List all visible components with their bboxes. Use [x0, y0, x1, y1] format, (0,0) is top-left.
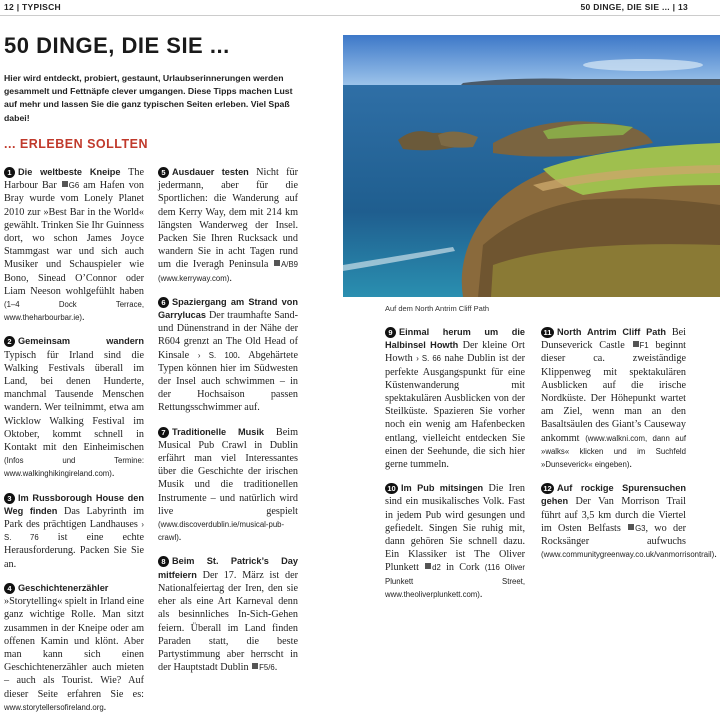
item-number: 1: [4, 167, 15, 178]
item-number: 3: [4, 493, 15, 504]
intro-text: Hier wird entdeckt, probiert, gestaunt, Urlaubserinnerungen werden gesammelt und Fettnäpfe clever umgangen. Diese Tipps machen Lust auf mehr und lassen Sie die ganz typischen Seiten erleben. Viel Spaß dabei!: [4, 73, 293, 123]
list-item: 5 Ausdauer testen Nicht für jedermann, aber für die Sportlichen: die Wanderung auf dem Kerry Way, dem mit 214 km längsten Wanderweg der Insel. Packen Sie Ihren Rucksack und wandern Sie in acht Tagen rund um die Iveragh Peninsula A/B9 (www.kerryway.com).: [158, 167, 298, 284]
item-number: 9: [385, 327, 396, 338]
list-item: 7 Traditionelle Musik Beim Musical Pub Crawl in Dublin erfährt man viel Interessantes über die Geschichte der irischen Musik und die traditionellen Instrumente – und natürlich wird live gespielt (www.discoverdublin.ie/musical-pub-crawl).: [158, 426, 298, 544]
item-link[interactable]: (www.walkni.com, dann auf »walks« klicken und im Suchfeld »Dunseverick« eingeben): [541, 433, 687, 470]
text-column-3: [385, 326, 525, 612]
item-number: 6: [158, 297, 169, 308]
item-number: 11: [541, 327, 554, 338]
list-item: 3 Im Russborough House den Weg finden Das Labyrinth im Park des prächtigen Landhauses › S. 76 ist eine echte Herausforderung. Packen Sie Sie an.: [4, 492, 144, 570]
item-number: 10: [385, 483, 398, 494]
map-square-icon: [252, 663, 258, 669]
item-heading: Im Russborough House den Weg finden: [4, 492, 144, 516]
item-link[interactable]: (www.communitygreenway.co.uk/vanmorrisontrail): [541, 550, 715, 560]
text-column-1: [4, 166, 144, 725]
item-heading: Auf rockige Spurensuchen gehen: [541, 483, 686, 507]
list-item: 1 Die weltbeste Kneipe The Harbour Bar G6 am Hafen von Bray wurde vom Lonely Planet 2010 zur »Best Bar in the World« gewählt. Trinken Sie Ihr Guinness dort, wo schon James Joyce Stammgast war und sich auch Musiker und Schauspieler wie Bono, Sinead O’Connor oder Liam Neeson wohlgefühlt haben (1–4 Dock Terrace, www.theharbourbar.ie).: [4, 167, 144, 324]
list-item: 12 Auf rockige Spurensuchen gehen Der Van Morrison Trail führt auf 3,5 km durch die Viertel im Osten Belfasts G3, wo der Rocksänger aufwuchs (www.communitygreenway.co.uk/vanmorrisontrail).: [541, 483, 717, 561]
item-heading: Geschichtenerzähler: [18, 582, 109, 593]
text-column-2: [158, 166, 298, 685]
photo-caption: Auf dem North Antrim Cliff Path: [385, 304, 490, 313]
list-item: 4 Geschichtenerzähler »Storytelling« spielt in Irland eine ganz wichtige Rolle. Man sitzt zusammen in der Kneipe oder am offenen Kamin und klönt. Aber man kann sich einen Geschichtenerzähler auch mieten – auch als Tourist. Wie? Auf dieser Seite erfahren Sie es: www.storytellersofireland.org.: [4, 582, 144, 713]
item-heading: Einmal herum um die Halbinsel Howth: [385, 327, 525, 351]
item-link[interactable]: www.storytellersofireland.org: [4, 702, 104, 712]
list-item: 9 Einmal herum um die Halbinsel Howth Der kleine Ort Howth › S. 66 nahe Dublin ist der perfekte Ausgangspunkt für eine Küstenwanderung mit spektakulären Ausblicken von der Steilküste. Spazieren Sie vorher noch ein wenig am Hafenbecken entlang, vielleicht entdecken Sie einen der Seehunde, die sich hier gerne tummeln.: [385, 327, 526, 471]
map-square-icon: [62, 181, 68, 187]
item-heading: Ausdauer testen: [172, 167, 249, 177]
item-number: 2: [4, 336, 15, 347]
item-link[interactable]: (www.discoverdublin.ie/musical-pub-crawl): [158, 520, 285, 543]
item-heading: Die weltbeste Kneipe: [18, 167, 121, 177]
item-heading: Spaziergang am Strand von Garrylucas: [158, 296, 298, 321]
item-number: 8: [158, 556, 169, 567]
item-number: 4: [4, 583, 15, 594]
list-item: 8 Beim St. Patrick’s Day mitfeiern Der 17. März ist der Nationalfeiertag der Iren, den sie eher als eine Art Karneval denn als besinnliches In-Sich-Gehen feiern. Überall im Land finden Paraden statt, die beste Partystimmung aber herrscht in der Hauptstadt Dublin F5/6.: [158, 556, 298, 674]
list-item: 2 Gemeinsam wandern Typisch für Irland sind die Walking Festivals überall im Land, bei denen Hunderte, manchmal Tausende Menschen wandern. Wer teilnimmt, etwa am Wicklow Walking Festival im Oktober, kommt schnell in Kontakt mit den Einheimischen (Infos und Termine: www.walkinghikingireland.com).: [4, 336, 144, 480]
map-square-icon: [425, 563, 431, 569]
item-heading: Gemeinsam wandern: [18, 336, 144, 347]
item-link[interactable]: (116 Oliver Plunkett Street, www.theoliverplunkett.com): [385, 563, 525, 599]
coastal-cliff-photo: [343, 35, 720, 297]
item-link[interactable]: (www.kerryway.com): [158, 273, 230, 283]
item-number: 5: [158, 167, 169, 178]
map-square-icon: [628, 524, 634, 530]
item-heading: Im Pub mitsingen: [401, 483, 484, 494]
list-item: 11 North Antrim Cliff Path Bei Dunseverick Castle F1 beginnt dieser ca. zweiständige Klippenweg mit spektakulären Ausblicken auf die irische Nordküste. Der Höhepunkt wartet am Ziel, wenn man an den Basaltsäulen des Giant’s Causeway ankommt (www.walkni.com, dann auf »walks« klicken und im Suchfeld »Dunseverick« eingeben).: [541, 327, 687, 471]
list-item: 10 Im Pub mitsingen Die Iren sind ein musikalisches Volk. Fast in jedem Pub wird gesungen und gefiedelt. Singen Sie ruhig mit, dann gehören Sie schnell dazu. Ein Klassiker ist The Oliver Plunkett d2 in Cork (116 Oliver Plunkett Street, www.theoliverplunkett.com).: [385, 483, 525, 600]
item-heading: North Antrim Cliff Path: [557, 327, 667, 337]
map-square-icon: [633, 341, 639, 347]
item-number: 7: [158, 427, 169, 438]
item-number: 12: [541, 483, 554, 494]
map-square-icon: [274, 260, 280, 266]
item-link[interactable]: (1–4 Dock Terrace, www.theharbourbar.ie): [4, 300, 144, 323]
section-subtitle: ... ERLEBEN SOLLTEN: [4, 137, 148, 151]
page-title: 50 DINGE, DIE SIE ...: [4, 33, 230, 58]
page-header-left: 12 | TYPISCH: [4, 2, 61, 12]
page-header-right: 50 DINGE, DIE SIE ... | 13: [580, 2, 688, 12]
item-heading: Traditionelle Musik: [172, 426, 265, 437]
item-link[interactable]: (Infos und Termine: www.walkinghikingireland.com): [4, 456, 144, 479]
item-heading: Beim St. Patrick’s Day mitfeiern: [158, 556, 298, 580]
list-item: 6 Spaziergang am Strand von Garrylucas Der traumhafte Sand- und Dünenstrand in der Nähe der R604 grenzt an The Old Head of Kinsale › S. 100. Abgehärtete Typen können hier im Südwesten der Insel auch schwimmen – in der Hochsaison passen Rettungsschwimmer auf.: [158, 296, 298, 414]
text-column-4: [541, 326, 717, 572]
header-divider: [0, 15, 720, 16]
